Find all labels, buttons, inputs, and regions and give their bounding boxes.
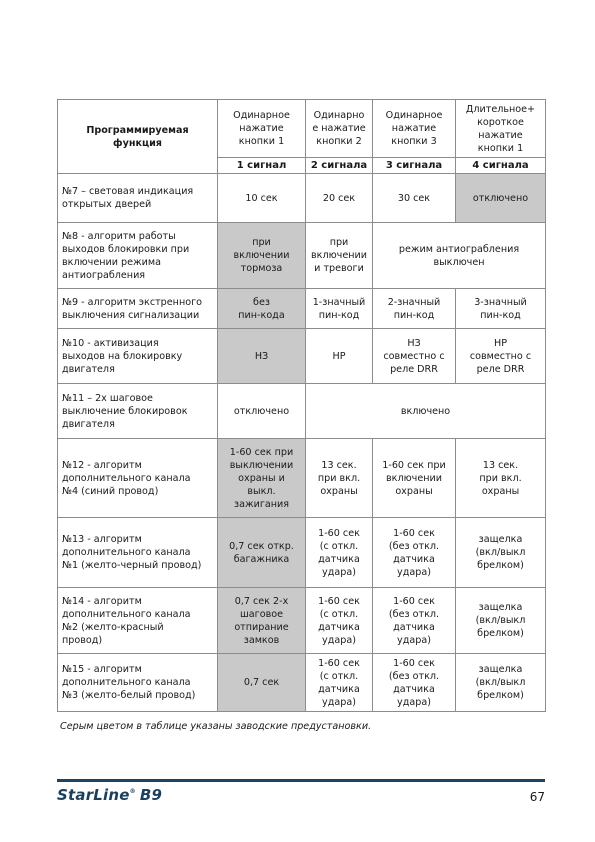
brand-logo	[57, 786, 162, 804]
cell: НР совместно с реле DRR	[456, 329, 546, 384]
table-row	[58, 518, 546, 588]
cell: 1-60 сек (с откл. датчика удара)	[306, 654, 373, 712]
header-button1: Одинарное нажатие кнопки 1	[218, 100, 306, 158]
function-9: №9 - алгоритм экстренного выключения сигнализации	[58, 289, 218, 329]
function-13: №13 - алгоритм дополнительного канала №1 (желто-черный провод)	[58, 518, 218, 588]
footer-rule	[57, 779, 545, 782]
table-row	[58, 588, 546, 654]
table-row	[58, 654, 546, 712]
function-12: №12 - алгоритм дополнительного канала №4 (синий провод)	[58, 439, 218, 518]
signal-3: 3 сигнала	[373, 158, 456, 174]
table-row	[58, 223, 546, 289]
cell: 1-значный пин-код	[306, 289, 373, 329]
trademark-sign: ®	[129, 788, 136, 795]
cell: защелка (вкл/выкл брелком)	[456, 588, 546, 654]
cell-default: НЗ	[218, 329, 306, 384]
function-11: №11 – 2х шаговое выключение блокировок двигателя	[58, 384, 218, 439]
cell: 10 сек	[218, 174, 306, 223]
cell: 1-60 сек (без откл. датчика удара)	[373, 518, 456, 588]
header-button2: Одинарно е нажатие кнопки 2	[306, 100, 373, 158]
function-7: №7 – световая индикация открытых дверей	[58, 174, 218, 223]
header-button3: Одинарное нажатие кнопки 3	[373, 100, 456, 158]
programming-table	[57, 99, 546, 712]
cell: 13 сек. при вкл. охраны	[456, 439, 546, 518]
signal-1: 1 сигнал	[218, 158, 306, 174]
cell: 1-60 сек (без откл. датчика удара)	[373, 588, 456, 654]
cell: НЗ совместно с реле DRR	[373, 329, 456, 384]
function-15: №15 - алгоритм дополнительного канала №3 (желто-белый провод)	[58, 654, 218, 712]
page-number: 67	[529, 790, 545, 804]
cell: 1-60 сек (с откл. датчика удара)	[306, 588, 373, 654]
cell: 1-60 сек (без откл. датчика удара)	[373, 654, 456, 712]
cell: защелка (вкл/выкл брелком)	[456, 654, 546, 712]
cell: режим антиограбления выключен	[373, 223, 546, 289]
brand-name: StarLine	[57, 786, 130, 804]
function-14: №14 - алгоритм дополнительного канала №2 (желто-красный провод)	[58, 588, 218, 654]
cell: 13 сек. при вкл. охраны	[306, 439, 373, 518]
cell: 1-60 сек (с откл. датчика удара)	[306, 518, 373, 588]
brand-model: B9	[139, 786, 163, 804]
table-row	[58, 384, 546, 439]
cell: 2-значный пин-код	[373, 289, 456, 329]
cell-default: 0,7 сек 2-х шаговое отпирание замков	[218, 588, 306, 654]
footnote: Серым цветом в таблице указаны заводские предустановки.	[60, 721, 372, 732]
cell: 3-значный пин-код	[456, 289, 546, 329]
cell-default: без пин-кода	[218, 289, 306, 329]
header-button1-long: Длительное+ короткое нажатие кнопки 1	[456, 100, 546, 158]
cell-default: при включении тормоза	[218, 223, 306, 289]
cell: защелка (вкл/выкл брелком)	[456, 518, 546, 588]
cell: 1-60 сек при включении охраны	[373, 439, 456, 518]
signal-2: 2 сигнала	[306, 158, 373, 174]
cell-default: 1-60 сек при выключении охраны и выкл. зажигания	[218, 439, 306, 518]
cell: 30 сек	[373, 174, 456, 223]
table-row	[58, 439, 546, 518]
header-function: Программируемая функция	[58, 100, 218, 174]
table-row	[58, 329, 546, 384]
function-10: №10 - активизация выходов на блокировку двигателя	[58, 329, 218, 384]
cell-default: 0,7 сек	[218, 654, 306, 712]
cell: НР	[306, 329, 373, 384]
signal-4: 4 сигнала	[456, 158, 546, 174]
cell: 20 сек	[306, 174, 373, 223]
cell-default: 0,7 сек откр. багажника	[218, 518, 306, 588]
cell-default: отключено	[456, 174, 546, 223]
table-header-row	[58, 100, 546, 158]
cell: отключено	[218, 384, 306, 439]
function-8: №8 - алгоритм работы выходов блокировки при включении режима антиограбления	[58, 223, 218, 289]
cell: при включении и тревоги	[306, 223, 373, 289]
table-row	[58, 174, 546, 223]
cell: включено	[306, 384, 546, 439]
table-row	[58, 289, 546, 329]
